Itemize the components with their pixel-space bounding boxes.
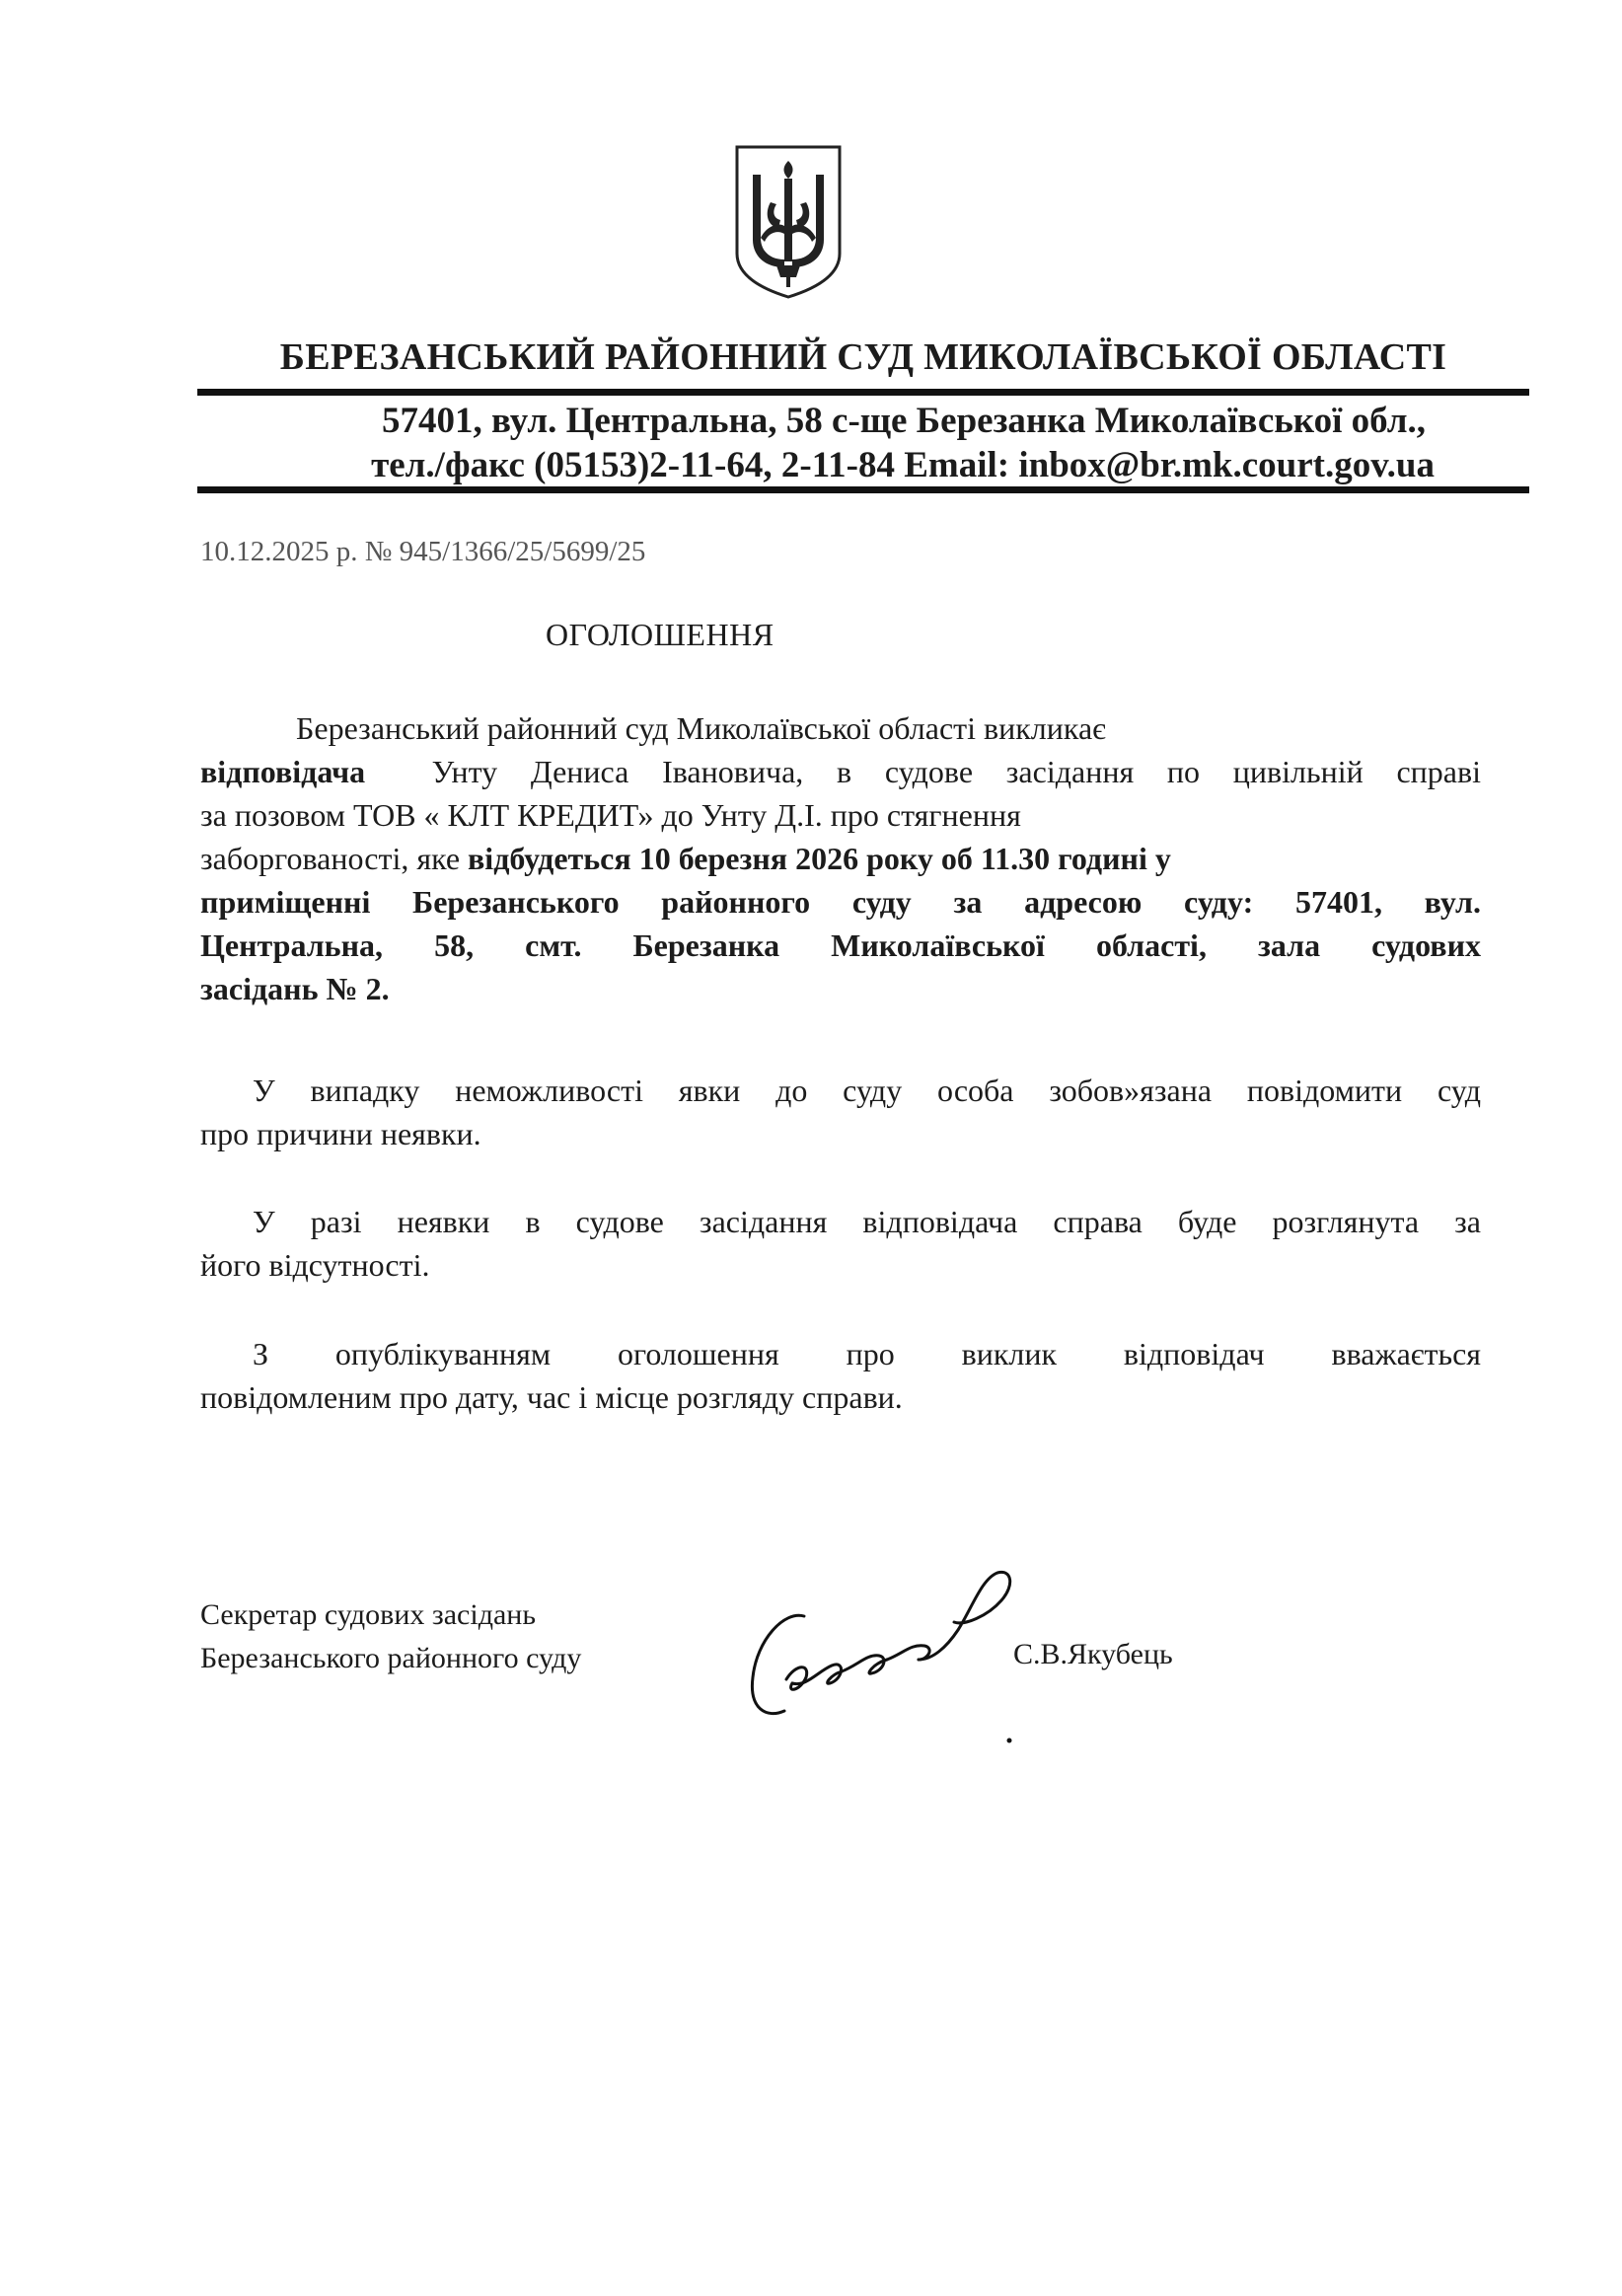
- paragraph-line: повідомленим про дату, час і місце розгляду справи.: [200, 1379, 903, 1415]
- paragraph-absence-notice: [200, 1069, 1481, 1155]
- paragraph-line: Березанський районний суд Миколаївської області викликає: [296, 710, 1106, 746]
- paragraph-line: У разі неявки в судове засідання відповідача справа буде розглянута за: [253, 1204, 1481, 1239]
- paragraph-line: [200, 837, 1481, 880]
- defendant-text: Унту Дениса Івановича, в судове засідання по цивільній справі: [431, 754, 1482, 789]
- paragraph-line: про причини неявки.: [200, 1116, 481, 1151]
- debt-text: заборгованості, яке: [200, 841, 469, 876]
- paragraph-line: [200, 750, 1481, 793]
- paragraph-line: У випадку неможливості явки до суду особа зобов»язана повідомити суд: [253, 1073, 1481, 1108]
- court-address-line: 57401, вул. Центральна, 58 с-ще Березанка Миколаївської обл.,: [382, 401, 1426, 441]
- document-title: ОГОЛОШЕННЯ: [546, 617, 774, 652]
- header-divider-bottom: [197, 486, 1529, 493]
- position-line: Секретар судових засідань: [200, 1598, 537, 1631]
- hearing-datetime: відбудеться 10 березня 2026 року об 11.30 годині у: [468, 841, 1171, 876]
- paragraph-line: його відсутності.: [200, 1247, 430, 1283]
- paragraph-line: З опублікуванням оголошення про виклик відповідач вважається: [253, 1336, 1481, 1371]
- paragraph-line: за позовом ТОВ « КЛТ КРЕДИТ» до Унту Д.І. про стягнення: [200, 797, 1021, 833]
- paragraph-default-hearing: [200, 1200, 1481, 1287]
- paragraph-summons: [200, 706, 1481, 1010]
- tryzub-coat-of-arms-icon: [731, 143, 846, 301]
- paragraph-line: Центральна, 58, смт. Березанка Миколаївської області, зала судових: [200, 927, 1481, 963]
- header-divider-top: [197, 389, 1529, 396]
- defendant-label: відповідача: [200, 754, 366, 789]
- signatory-position: [200, 1593, 581, 1680]
- document-date-number: 10.12.2025 р. № 945/1366/25/5699/25: [200, 536, 646, 567]
- signer-name: С.В.Якубець: [1013, 1638, 1173, 1670]
- paragraph-publication: [200, 1332, 1481, 1419]
- position-line: Березанського районного суду: [200, 1642, 582, 1674]
- paragraph-line: приміщенні Березанського районного суду за адресою суду: 57401, вул.: [200, 884, 1481, 920]
- court-name-heading: БЕРЕЗАНСЬКИЙ РАЙОННИЙ СУД МИКОЛАЇВСЬКОЇ ОБЛАСТІ: [279, 336, 1447, 378]
- court-contacts-line: тел./факс (05153)2-11-64, 2-11-84 Email: inbox@br.mk.court.gov.ua: [371, 445, 1435, 485]
- paragraph-line: засідань № 2.: [200, 971, 390, 1006]
